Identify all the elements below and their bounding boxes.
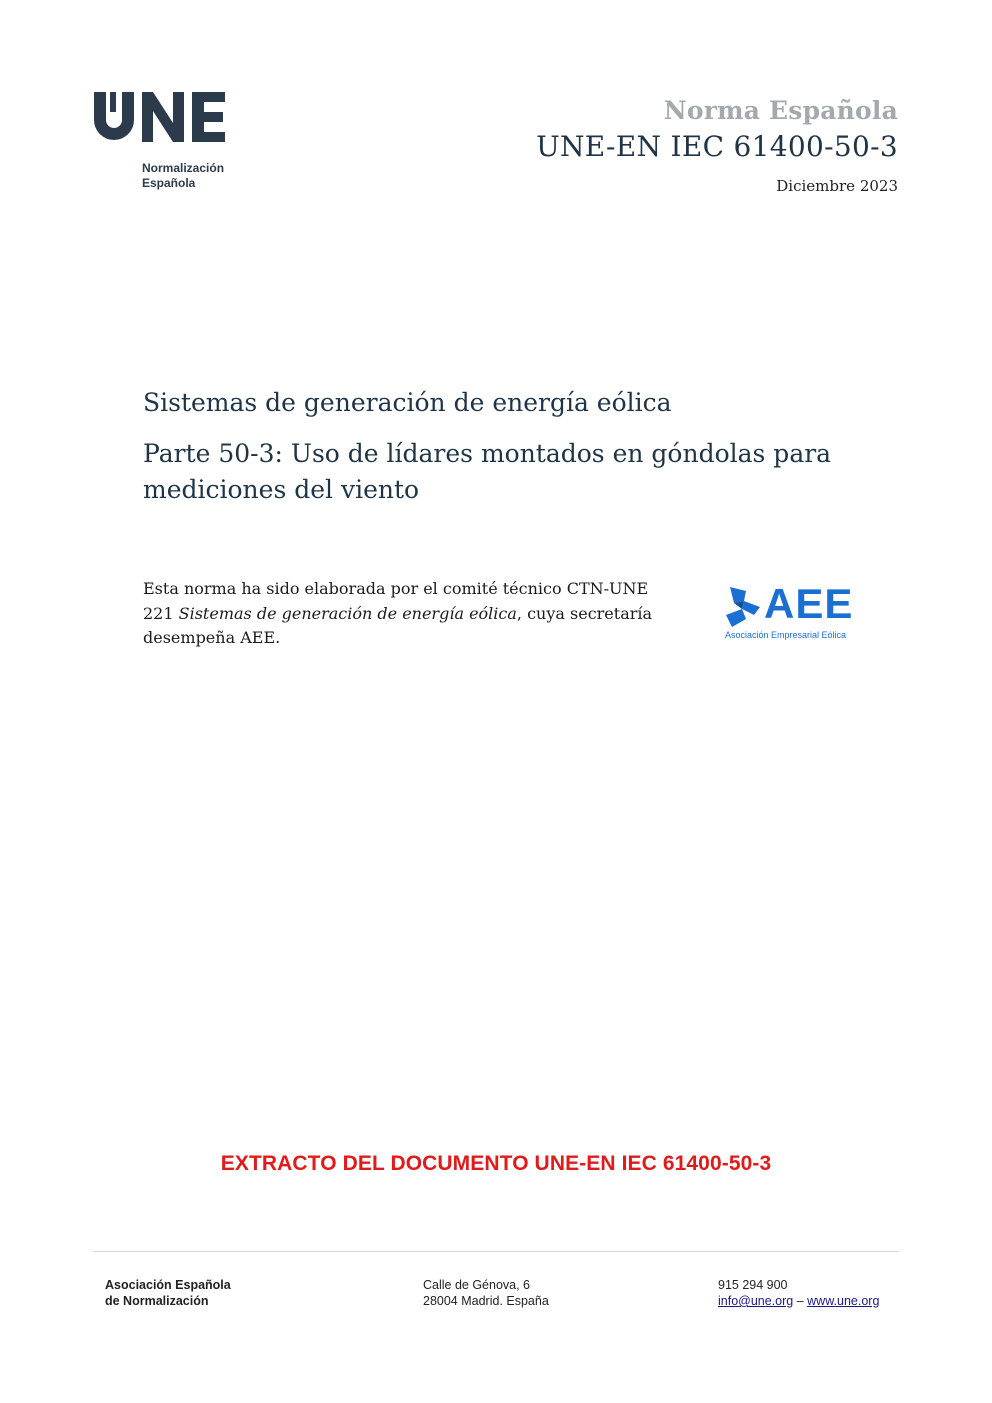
committee-statement xyxy=(143,577,683,651)
standard-kind: Norma Española xyxy=(663,96,898,125)
publication-date: Diciembre 2023 xyxy=(776,177,898,195)
footer-website-link[interactable]: www.une.org xyxy=(807,1294,880,1308)
committee-text-after: , cuya secretaría desempeña AEE. xyxy=(143,603,653,647)
footer-address-line2: 28004 Madrid. España xyxy=(423,1294,549,1308)
standard-code: UNE-EN IEC 61400-50-3 xyxy=(536,130,898,163)
aee-logo xyxy=(722,580,862,647)
une-logo-mark xyxy=(92,88,242,148)
footer-phone: 915 294 900 xyxy=(718,1278,788,1292)
extract-notice: EXTRACTO DEL DOCUMENTO UNE-EN IEC 61400-50-3 xyxy=(220,1152,772,1175)
aee-logo-letters: AEE xyxy=(764,580,854,627)
logo-sub-line1: Normalización xyxy=(142,161,225,175)
footer-contact xyxy=(718,1277,879,1309)
logo-subtitle xyxy=(142,161,224,191)
une-logo xyxy=(92,88,242,198)
footer-links xyxy=(718,1293,879,1309)
aee-wind-icon xyxy=(724,585,764,631)
aee-logo-subtitle: Asociación Empresarial Eólica xyxy=(725,630,847,640)
committee-text-before: Esta norma ha sido elaborada por el comité técnico CTN-UNE 221 xyxy=(143,579,649,623)
footer-link-separator: – xyxy=(793,1294,808,1308)
footer-address xyxy=(423,1277,549,1309)
committee-name: Sistemas de generación de energía eólica xyxy=(178,603,517,623)
footer-org-line1: Asociación Española xyxy=(105,1278,231,1292)
footer-org-line2: de Normalización xyxy=(105,1294,209,1308)
footer-divider xyxy=(93,1251,899,1252)
document-subtitle: Parte 50-3: Uso de lídares montados en góndolas para mediciones del viento xyxy=(143,439,832,504)
logo-sub-line2: Española xyxy=(142,176,196,190)
footer-organization xyxy=(105,1277,231,1309)
footer-address-line1: Calle de Génova, 6 xyxy=(423,1278,531,1292)
footer-email-link[interactable]: info@une.org xyxy=(718,1294,794,1308)
document-title: Sistemas de generación de energía eólica xyxy=(143,388,672,417)
